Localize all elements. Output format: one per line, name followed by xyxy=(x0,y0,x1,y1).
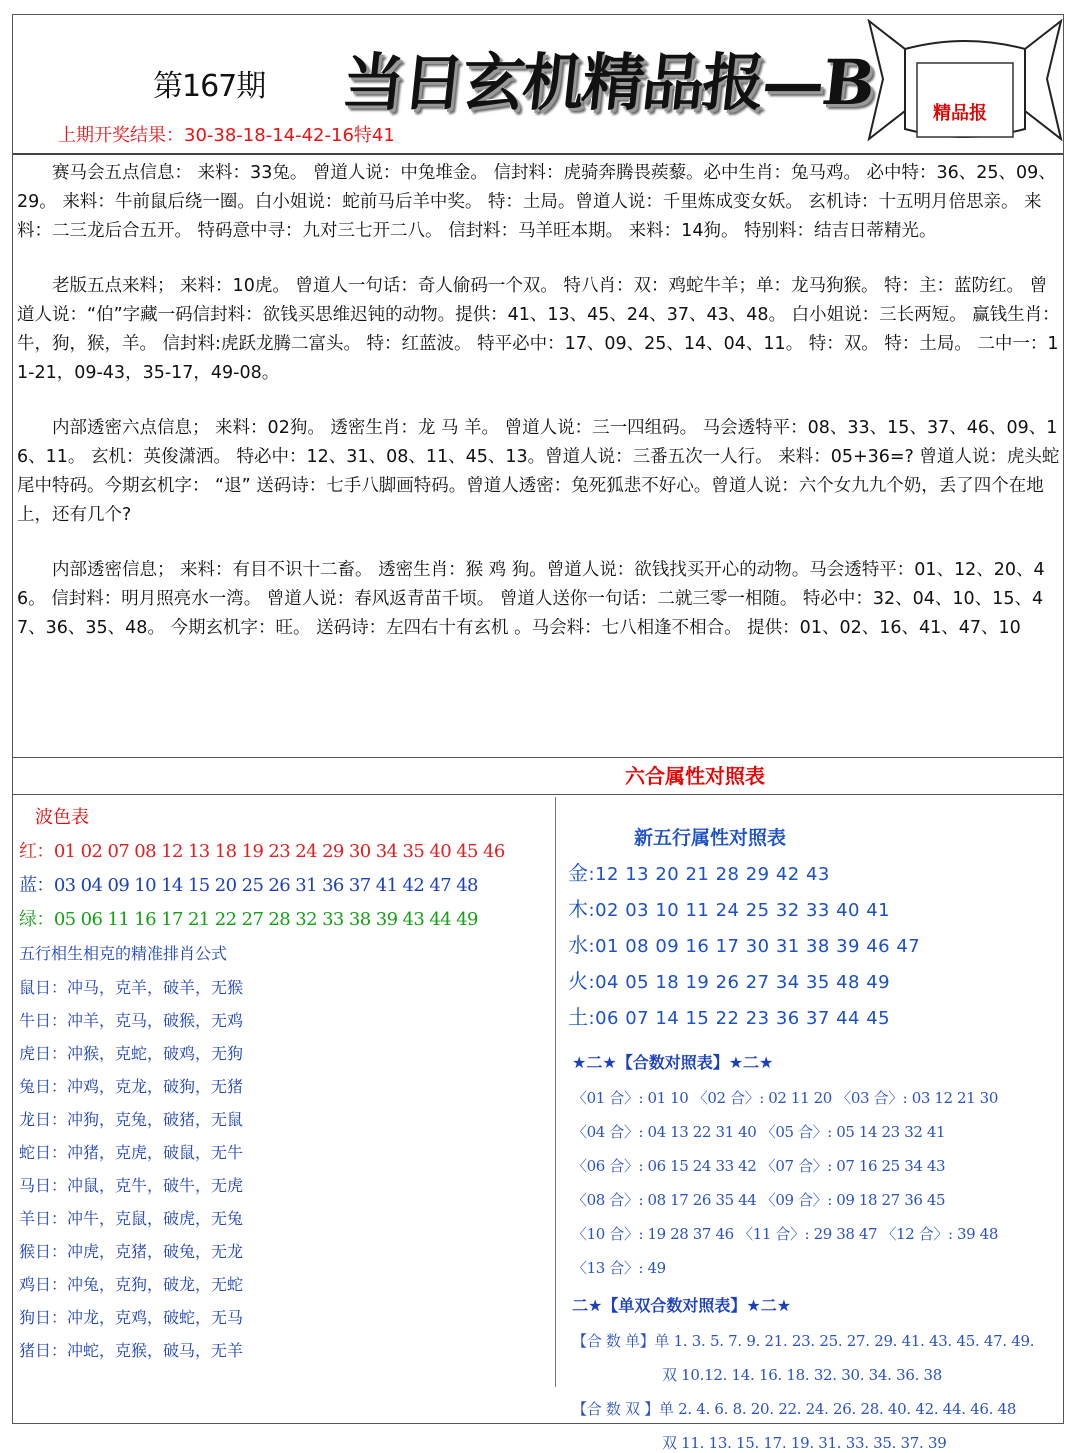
heshu-title: ★二★【合数对照表】★二★ xyxy=(572,1053,774,1072)
issue-number: 第167期 xyxy=(153,69,266,104)
paragraph-3: 内部透密六点信息； 来料：02狗。 透密生肖：龙 马 羊。 曾道人说：三一四组码。 马会透特平：08、33、15、37、46、09、16、11。 玄机：英俊潇洒。 特必中：12、31、08、11、45、13。曾道人说：三番五次一人行。 来料：05+36=? 曾道人说：虎头蛇尾中特码。今期玄机字： “退” 送码诗：七手八脚画特码。曾道人透密：兔死狐悲不好心。曾道人说：六个女九九个奶，丢了四个在地上，还有几个? xyxy=(17,418,1060,525)
header xyxy=(13,15,1063,155)
document-page xyxy=(12,14,1064,1452)
formula-row: 猴日：冲虎，克猪，破兔，无龙 xyxy=(19,1242,244,1261)
wuxing-row-earth xyxy=(568,1001,1062,1030)
table-section-bar xyxy=(13,757,1063,795)
formula-row: 猪日：冲蛇，克猴，破马，无羊 xyxy=(19,1341,244,1360)
bose-title: 波色表 xyxy=(35,807,89,828)
bose-numbers: 01 02 07 08 12 13 18 19 23 24 29 30 34 35 40 45 46 xyxy=(53,841,505,862)
paragraph-4: 内部透密信息； 来料：有目不识十二畜。 透密生肖：猴 鸡 狗。曾道人说：欲钱找买开心的动物。马会透特平：01、12、20、46。 信封料：明月照亮水一湾。 曾道人说：春风返青苗千顷。 曾道人送你一句话：二就三零一相随。 特必中：32、04、10、15、47、36、35、48。 今期玄机字：旺。 送码诗：左四右十有玄机 。马会料：七八相逢不相合。 提供：01、02、16、41、47、10 xyxy=(17,560,1045,638)
danshuang-title: 二★【单双合数对照表】★二★ xyxy=(572,1296,792,1315)
wuxing-numbers: :12 13 20 21 28 29 42 43 xyxy=(588,864,830,885)
content-body xyxy=(17,159,1063,669)
formula-row: 虎日：冲猴，克蛇，破鸡，无狗 xyxy=(19,1044,244,1063)
wuxing-row-water xyxy=(568,929,1062,958)
heshu-row: 〈13 合〉: 49 xyxy=(572,1259,666,1277)
table-title: 六合属性对照表 xyxy=(625,764,765,788)
formula-row: 狗日：冲龙，克鸡，破蛇，无马 xyxy=(19,1308,244,1327)
wuxing-title: 新五行属性对照表 xyxy=(634,827,787,849)
bose-label: 蓝： xyxy=(19,875,54,896)
right-column xyxy=(555,797,1062,1452)
last-result: 上期开奖结果：30-38-18-14-42-16特41 xyxy=(58,125,395,146)
ribbon-icon xyxy=(865,19,1065,149)
bose-row-blue xyxy=(19,871,549,897)
wuxing-numbers: :02 03 10 11 24 25 32 33 40 41 xyxy=(588,900,891,921)
danshuang-shuang-row-2: 双 11. 13. 15. 17. 19. 31. 33. 35. 37. 39 xyxy=(662,1434,947,1452)
heshu-row: 〈04 合〉: 04 13 22 31 40 〈05 合〉: 05 14 23 32 41 xyxy=(572,1123,946,1141)
formula-row: 龙日：冲狗，克兔，破猪，无鼠 xyxy=(19,1110,244,1129)
heshu-row: 〈08 合〉: 08 17 26 35 44 〈09 合〉: 09 18 27 36 45 xyxy=(572,1191,946,1209)
danshuang-dan-row: 【合 数 单】单 1. 3. 5. 7. 9. 21. 23. 25. 27. 29. 41. 43. 45. 47. 49. xyxy=(572,1332,1035,1350)
bose-label: 绿： xyxy=(19,909,54,930)
wuxing-element: 木 xyxy=(568,897,589,921)
bose-numbers: 03 04 09 10 14 15 20 25 26 31 36 37 41 42 47 48 xyxy=(53,875,478,896)
bose-row-red xyxy=(19,837,549,863)
paragraph-2: 老版五点来料； 来料：10虎。 曾道人一句话：奇人偷码一个双。 特八肖：双：鸡蛇牛羊；单：龙马狗猴。 特：主：蓝防红。 曾道人说：“伯”字藏一码信封料：欲钱买思维迟钝的动物。提供：41、13、45、24、37、43、48。 白小姐说：三长两短。 赢钱生肖：牛，狗，猴，羊。 信封料:虎跃龙腾二富头。 特：红蓝波。 特平必中：17、09、25、14、04、11。 特：双。 特：土局。 二中一：11-21，09-43，35-17，49-08。 xyxy=(17,276,1060,383)
wuxing-element: 水 xyxy=(568,933,589,957)
formula-row: 蛇日：冲猪，克虎，破鼠，无牛 xyxy=(19,1143,244,1162)
formula-row: 牛日：冲羊，克马，破猴，无鸡 xyxy=(19,1011,244,1030)
bose-label: 红： xyxy=(19,841,54,862)
formula-row: 鼠日：冲马，克羊，破羊，无猴 xyxy=(19,978,244,997)
wuxing-row-fire xyxy=(568,965,1062,994)
heshu-row: 〈06 合〉: 06 15 24 33 42 〈07 合〉: 07 16 25 34 43 xyxy=(572,1157,946,1175)
banner-title: 当日玄机精品报—B xyxy=(338,46,877,119)
wuxing-element: 金 xyxy=(568,861,589,885)
wuxing-row-metal xyxy=(568,857,1062,886)
heshu-row: 〈10 合〉: 19 28 37 46 〈11 合〉: 29 38 47 〈12 合〉: 39 48 xyxy=(572,1225,998,1243)
heshu-row: 〈01 合〉: 01 10 〈02 合〉: 02 11 20 〈03 合〉: 03 12 21 30 xyxy=(572,1089,998,1107)
formula-row: 马日：冲鼠，克牛，破牛，无虎 xyxy=(19,1176,244,1195)
bose-numbers: 05 06 11 16 17 21 22 27 28 32 33 38 39 43 44 49 xyxy=(53,909,478,930)
wuxing-numbers: :06 07 14 15 22 23 36 37 44 45 xyxy=(588,1008,891,1029)
wuxing-row-wood xyxy=(568,893,1062,922)
left-column xyxy=(19,797,549,1360)
paragraph-1: 赛马会五点信息： 来料：33兔。 曾道人说：中兔堆金。 信封料：虎骑奔腾畏蒺藜。必中生肖：兔马鸡。 必中特：36、25、09、29。 来料：牛前鼠后绕一圈。白小姐说：蛇前马后羊中奖。 特：土局。曾道人说：千里炼成变女妖。 玄机诗：十五明月倍思亲。 来料：二三龙后合五开。 特码意中寻：九对三七开二八。 信封料：马羊旺本期。 来料：14狗。 特别料：结吉日蒂精光。 xyxy=(17,163,1056,241)
formula-row: 羊日：冲牛，克鼠，破虎，无兔 xyxy=(19,1209,244,1228)
wuxing-element: 土 xyxy=(568,1005,589,1029)
wuxing-element: 火 xyxy=(568,969,589,993)
wuxing-numbers: :01 08 09 16 17 30 31 38 39 46 47 xyxy=(588,936,921,957)
stamp-text: 精品报 xyxy=(933,103,987,124)
bose-row-green xyxy=(19,905,549,931)
danshuang-shuang-row: 【合 数 双 】单 2. 4. 6. 8. 20. 22. 24. 26. 28. 40. 42. 44. 46. 48 xyxy=(572,1400,1017,1418)
wuxing-numbers: :04 05 18 19 26 27 34 35 48 49 xyxy=(588,972,891,993)
danshuang-dan-row-2: 双 10.12. 14. 16. 18. 32. 30. 34. 36. 38 xyxy=(662,1366,942,1384)
banner-logo xyxy=(338,33,877,122)
stamp-badge xyxy=(865,19,1065,149)
formula-title: 五行相生相克的精准排肖公式 xyxy=(19,944,228,963)
formula-row: 鸡日：冲兔，克狗，破龙，无蛇 xyxy=(19,1275,244,1294)
formula-row: 兔日：冲鸡，克龙，破狗，无猪 xyxy=(19,1077,244,1096)
